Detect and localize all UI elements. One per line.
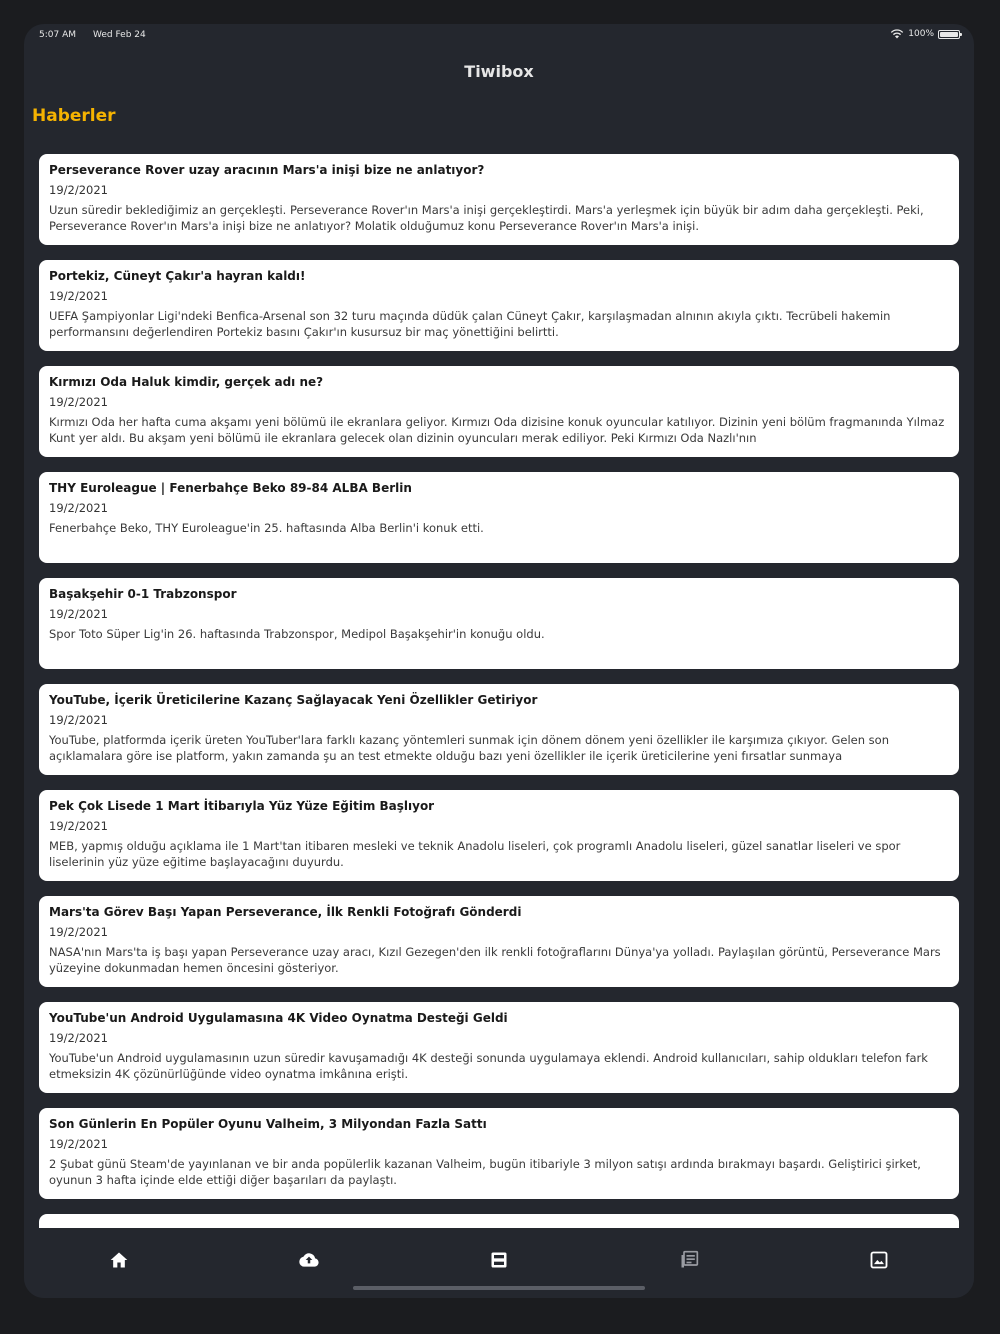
news-date: 19/2/2021 (49, 1137, 108, 1151)
news-card[interactable] (39, 472, 959, 563)
news-date: 19/2/2021 (49, 925, 108, 939)
news-card-partial[interactable] (39, 1214, 959, 1228)
news-date: 19/2/2021 (49, 607, 108, 621)
news-summary: Fenerbahçe Beko, THY Euroleague'in 25. haftasında Alba Berlin'i konuk etti. (49, 521, 484, 535)
news-card[interactable] (39, 896, 959, 987)
news-date: 19/2/2021 (49, 183, 108, 197)
image-icon (869, 1250, 889, 1270)
news-title: Perseverance Rover uzay aracının Mars'a inişi bize ne anlatıyor? (49, 163, 485, 177)
news-card[interactable] (39, 578, 959, 669)
news-card[interactable] (39, 260, 959, 351)
news-title: Mars'ta Görev Başı Yapan Perseverance, İlk Renkli Fotoğrafı Gönderdi (49, 905, 522, 919)
tab-inbox[interactable] (479, 1240, 519, 1280)
tab-home[interactable] (99, 1240, 139, 1280)
news-date: 19/2/2021 (49, 1031, 108, 1045)
home-icon (109, 1250, 129, 1270)
news-title: Pek Çok Lisede 1 Mart İtibarıyla Yüz Yüze Eğitim Başlıyor (49, 799, 435, 813)
news-date: 19/2/2021 (49, 713, 108, 727)
section-title: Haberler (32, 106, 116, 126)
news-card[interactable] (39, 1108, 959, 1199)
tab-news[interactable] (669, 1240, 709, 1280)
news-summary: UEFA Şampiyonlar Ligi'ndeki Benfica-Arsenal son 32 turu maçında düdük çalan Cüneyt Çakır, karşılaşmadan alnının akıyla çıktı. Tecrübeli hakemin performansını değerlendiren Portekiz basını Çakır'ın kusursuz bir maç yönettiğini belirtti. (49, 309, 891, 339)
news-title: Başakşehir 0-1 Trabzonspor (49, 587, 237, 601)
news-date: 19/2/2021 (49, 819, 108, 833)
news-date: 19/2/2021 (49, 289, 108, 303)
newspaper-icon (679, 1250, 699, 1270)
status-date: Wed Feb 24 (93, 30, 146, 40)
news-title: Son Günlerin En Popüler Oyunu Valheim, 3 Milyondan Fazla Sattı (49, 1117, 487, 1131)
news-summary: YouTube, platformda içerik üreten YouTuber'lara farklı kazanç yöntemleri sunmak için dönem dönem yeni özellikler ile karşımıza çıkıyor. Gelen son açıklamalara göre ise platform, yakın zamanda şu an test etmekte olduğu bazı yeni özellikler ile içerik üreticilerine yeni fırsatlar sunmaya (49, 733, 889, 763)
news-summary: 2 Şubat günü Steam'de yayınlanan ve bir anda popülerlik kazanan Valheim, bugün itibariyle 3 milyon satışı ardında bırakmayı başardı. Geliştirici şirket, oyunun 3 hafta içinde elde ettiği diğer başarıları da paylaştı. (49, 1157, 921, 1187)
news-title: THY Euroleague | Fenerbahçe Beko 89-84 ALBA Berlin (49, 481, 412, 495)
device-frame (24, 24, 974, 1298)
news-summary: NASA'nın Mars'ta iş başı yapan Perseverance uzay aracı, Kızıl Gezegen'den ilk renkli fotoğraflarını Dünya'ya yolladı. Paylaşılan görüntü, Perseverance Mars yüzeyine dokunmadan hemen öncesini gösteriyor. (49, 945, 941, 975)
tab-gallery[interactable] (859, 1240, 899, 1280)
home-indicator (353, 1286, 645, 1290)
news-title: Portekiz, Cüneyt Çakır'a hayran kaldı! (49, 269, 306, 283)
tab-upload[interactable] (289, 1240, 329, 1280)
news-date: 19/2/2021 (49, 501, 108, 515)
news-card[interactable] (39, 154, 959, 245)
news-card[interactable] (39, 684, 959, 775)
news-summary: YouTube'un Android uygulamasının uzun süredir kavuşamadığı 4K desteği sonunda uygulamaya eklendi. Android kullanıcıları, sahip oldukları telefon fark etmeksizin 4K çözünürlüğünde video oynatma imkânına erişti. (49, 1051, 928, 1081)
news-summary: Spor Toto Süper Lig'in 26. haftasında Trabzonspor, Medipol Başakşehir'in konuğu oldu. (49, 627, 545, 641)
news-title: YouTube, İçerik Üreticilerine Kazanç Sağlayacak Yeni Özellikler Getiriyor (49, 693, 538, 707)
news-summary: Kırmızı Oda her hafta cuma akşamı yeni bölümü ile ekranlara geliyor. Kırmızı Oda dizisine konuk oyuncular katılıyor. Dizinin yeni bölüm fragmanında Yılmaz Kunt yer aldı. Bu akşam yeni bölümü ile ekranlara gelecek olan dizinin oyuncuları merak ediliyor. Peki Kırmızı Oda Nazlı'nın (49, 415, 945, 445)
news-card[interactable] (39, 790, 959, 881)
news-date: 19/2/2021 (49, 395, 108, 409)
news-summary: MEB, yapmış olduğu açıklama ile 1 Mart'tan itibaren mesleki ve teknik Anadolu liseleri, çok programlı Anadolu liseleri, güzel sanatlar liseleri ve spor liselerinin yüz yüze eğitime başlayacağını duyurdu. (49, 839, 901, 869)
news-list[interactable] (39, 154, 959, 1228)
status-right (890, 29, 960, 39)
tab-bar (24, 1228, 974, 1298)
battery-percent: 100% (908, 29, 934, 39)
app-title: Tiwibox (464, 62, 534, 81)
news-summary: Uzun süredir beklediğimiz an gerçekleşti. Perseverance Rover'ın Mars'a inişi gerçekleştirdi. Mars'a yerleşmek için büyük bir adım daha gerçekleşti. Peki, Perseverance Rover'ın Mars'a inişi bize ne anlatıyor? Molatik olduğumuz konu Perseverance Rover'ın Mars'a inişi. (49, 203, 924, 233)
news-title: YouTube'un Android Uygulamasına 4K Video Oynatma Desteği Geldi (49, 1011, 508, 1025)
news-card[interactable] (39, 1002, 959, 1093)
news-card[interactable] (39, 366, 959, 457)
cloud-upload-icon (299, 1250, 319, 1270)
news-title: Kırmızı Oda Haluk kimdir, gerçek adı ne? (49, 375, 324, 389)
status-time: 5:07 AM (39, 30, 76, 40)
inbox-icon (489, 1250, 509, 1270)
battery-icon (938, 30, 960, 39)
wifi-icon (890, 29, 904, 39)
status-bar (24, 24, 974, 46)
